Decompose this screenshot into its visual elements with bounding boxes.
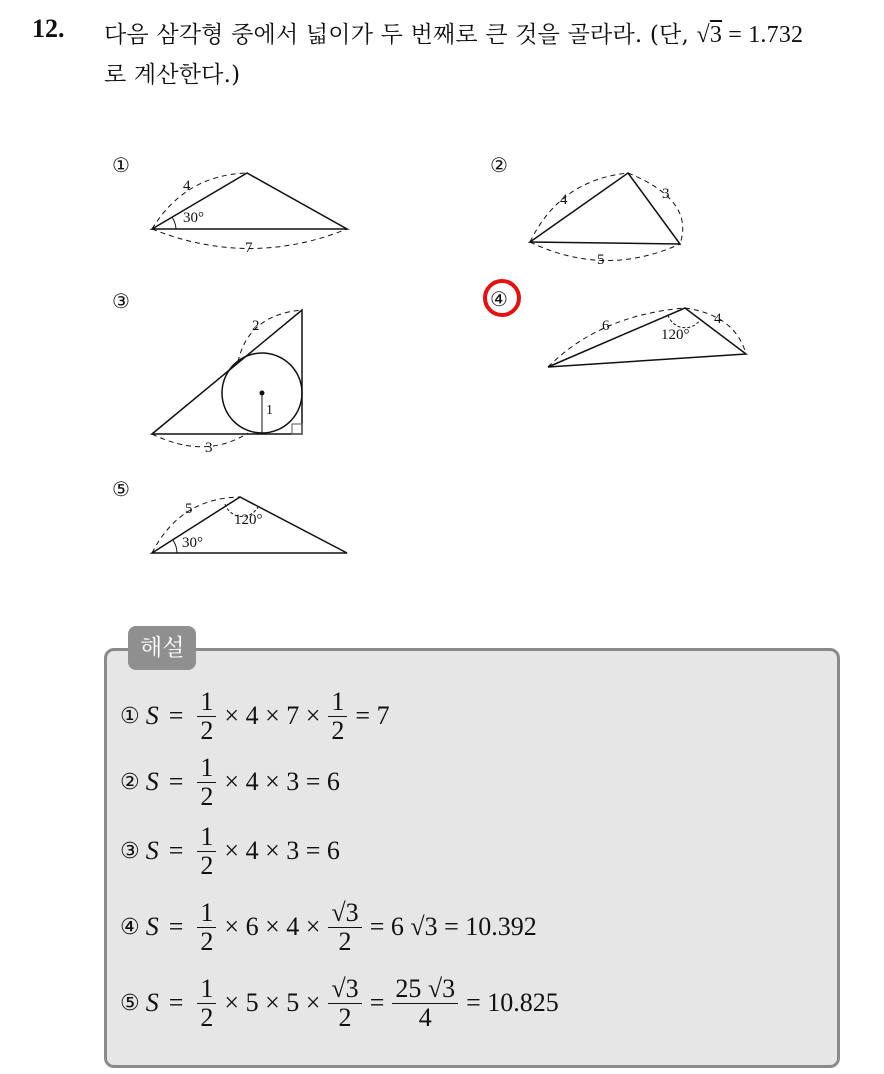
option-1-figure bbox=[112, 153, 347, 256]
option-1-side-a: 4 bbox=[183, 178, 191, 194]
option-5-mark: ⑤ bbox=[112, 477, 130, 501]
option-4-angle: 120° bbox=[661, 327, 690, 343]
solution-mark-3: ③ bbox=[120, 838, 140, 864]
option-4-side-b: 4 bbox=[714, 311, 722, 327]
solution-line-4: ④ S = $\frac{1}{2}$ × 6 × 4 × $\frac{√3}{2}$ = 6 √3 = 10.392 bbox=[120, 897, 537, 956]
option-3-radius: 1 bbox=[266, 403, 273, 418]
solution-mark-5: ⑤ bbox=[120, 990, 140, 1016]
option-3-side-a: 2 bbox=[252, 318, 260, 334]
option-4-figure bbox=[485, 281, 746, 367]
fraction: $\frac{1}{2}$ bbox=[197, 899, 216, 956]
option-2-figure bbox=[490, 153, 683, 268]
option-5-angle-left: 30° bbox=[182, 535, 203, 551]
fraction: $\frac{1}{2}$ bbox=[197, 688, 216, 745]
option-5-side-a: 5 bbox=[185, 501, 193, 517]
option-4-side-a: 6 bbox=[602, 318, 610, 334]
option-3-figure bbox=[112, 289, 302, 456]
area-variable: S bbox=[145, 836, 159, 865]
fraction: $\frac{1}{2}$ bbox=[197, 754, 216, 811]
option-1-side-b: 7 bbox=[245, 240, 253, 256]
solution-line-5: ⑤ S = $\frac{1}{2}$ × 5 × 5 × $\frac{√3}{2}$ = $\frac{25 √3}{4}$ = 10.825 bbox=[120, 973, 559, 1032]
option-5-figure bbox=[112, 477, 347, 553]
solution-line-2: ② S = $\frac{1}{2}$ × 4 × 3 = 6 bbox=[120, 752, 340, 811]
fraction: $\frac{1}{2}$ bbox=[197, 823, 216, 880]
fraction: $\frac{1}{2}$ bbox=[328, 688, 347, 745]
option-2-mark: ② bbox=[490, 153, 508, 177]
solution-mark-4: ④ bbox=[120, 914, 140, 940]
option-4-mark: ④ bbox=[490, 287, 508, 311]
option-5-angle-top: 120° bbox=[234, 512, 263, 528]
option-2-side-b: 3 bbox=[662, 186, 670, 202]
solution-mark-2: ② bbox=[120, 769, 140, 795]
area-variable: S bbox=[145, 988, 159, 1017]
area-variable: S bbox=[145, 701, 159, 730]
solution-line-3: ③ S = $\frac{1}{2}$ × 4 × 3 = 6 bbox=[120, 821, 340, 880]
fraction: $\frac{√3}{2}$ bbox=[328, 975, 361, 1032]
question-number: 12. bbox=[32, 14, 65, 43]
solution-line-1: ① S = $\frac{1}{2}$ × 4 × 7 × $\frac{1}{2}$ = 7 bbox=[120, 686, 390, 745]
sqrt-value: = 1.732 bbox=[722, 22, 804, 48]
option-3-side-b: 3 bbox=[205, 440, 213, 456]
solution-mark-1: ① bbox=[120, 703, 140, 729]
fraction: $\frac{25 √3}{4}$ bbox=[392, 975, 458, 1032]
option-3-mark: ③ bbox=[112, 289, 130, 313]
option-2-side-a: 4 bbox=[560, 192, 568, 208]
option-1-angle: 30° bbox=[183, 210, 204, 226]
solution-tab: 해설 bbox=[128, 626, 196, 670]
option-2-side-c: 5 bbox=[597, 252, 605, 268]
fraction: $\frac{√3}{2}$ bbox=[328, 899, 361, 956]
area-variable: S bbox=[145, 912, 159, 941]
area-variable: S bbox=[145, 767, 159, 796]
question-line2: 로 계산한다.) bbox=[104, 62, 241, 88]
sqrt-expression: √3 bbox=[696, 22, 723, 48]
fraction: $\frac{1}{2}$ bbox=[197, 975, 216, 1032]
question-line1: 다음 삼각형 중에서 넓이가 두 번째로 큰 것을 골라라. (단, bbox=[104, 22, 697, 48]
option-1-mark: ① bbox=[112, 153, 130, 177]
